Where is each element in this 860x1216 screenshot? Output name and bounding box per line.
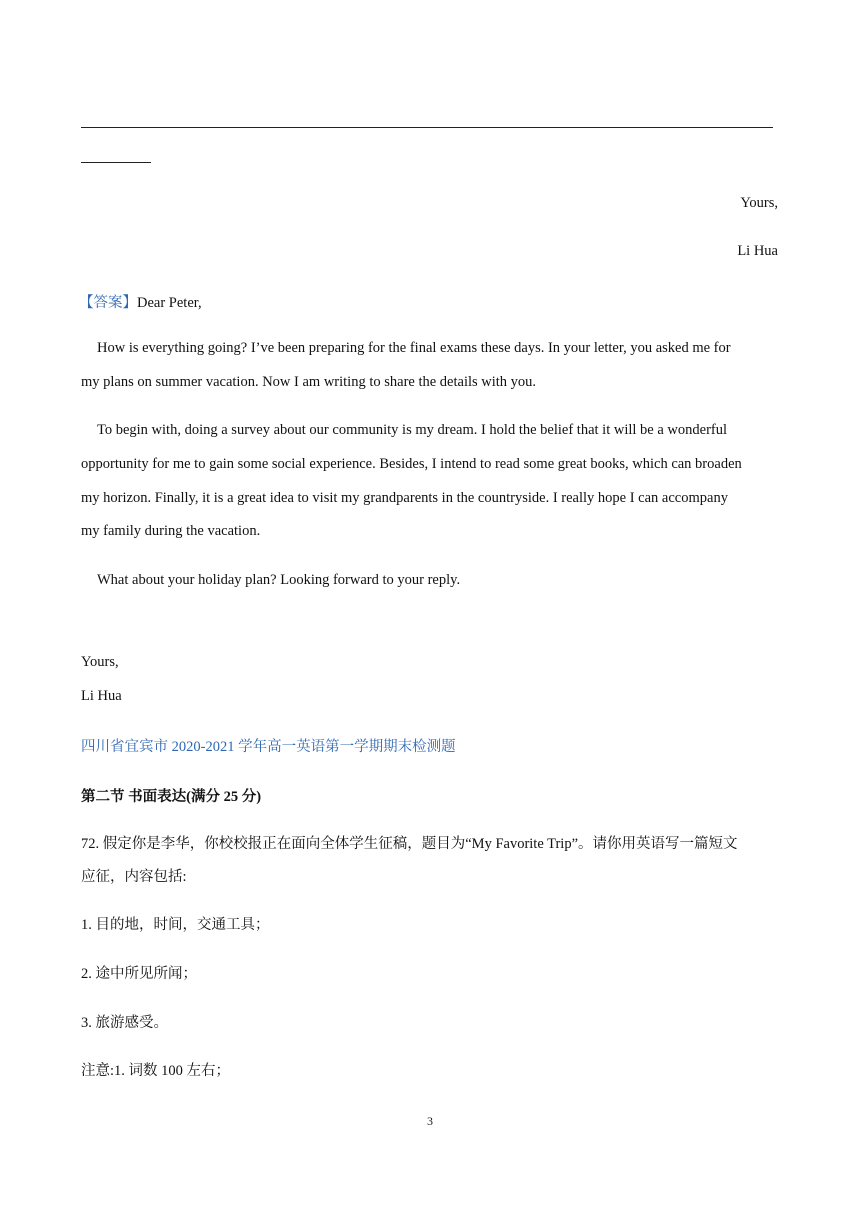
section-heading: 第二节 书面表达(满分 25 分) xyxy=(81,789,262,805)
answer-greeting-line xyxy=(79,291,202,312)
answer-paragraph-2-line-1: To begin with, doing a survey about our community is my dream. I hold the belief that it will be a wonderful xyxy=(97,422,728,438)
answer-paragraph-3: What about your holiday plan? Looking forward to your reply. xyxy=(97,572,461,588)
answer-closing: Yours, xyxy=(81,654,119,670)
answer-tag: 【答案】 xyxy=(79,295,137,311)
closing-top: Yours, xyxy=(740,195,778,211)
question-line-2: 应征，内容包括: xyxy=(81,869,187,885)
answer-signature-name: Li Hua xyxy=(81,688,122,704)
answer-paragraph-1-line-2: my plans on summer vacation. Now I am writing to share the details with you. xyxy=(81,374,537,390)
answer-paragraph-1-line-1: How is everything going? I’ve been preparing for the final exams these days. In your letter, you asked me for xyxy=(97,340,731,356)
question-item-2: 2. 途中所见所闻； xyxy=(81,966,197,982)
answer-paragraph-2-line-2: opportunity for me to gain some social experience. Besides, I intend to read some great books, which can broaden xyxy=(81,456,742,472)
signature-name-top: Li Hua xyxy=(737,243,778,259)
question-item-3: 3. 旅游感受。 xyxy=(81,1015,168,1031)
question-item-1: 1. 目的地，时间，交通工具； xyxy=(81,917,270,933)
answer-paragraph-2-line-3: my horizon. Finally, it is a great idea to visit my grandparents in the countryside. I really hope I can accompany xyxy=(81,490,728,506)
answer-writing-line-short xyxy=(81,162,151,163)
page-number: 3 xyxy=(427,1114,433,1128)
question-note: 注意:1. 词数 100 左右； xyxy=(81,1063,231,1079)
question-line-1: 72. 假定你是李华，你校校报正在面向全体学生征稿，题目为“My Favorite Trip”。请你用英语写一篇短文 xyxy=(81,836,738,852)
answer-greeting: Dear Peter, xyxy=(137,295,202,311)
source-title: 四川省宜宾市 2020-2021 学年高一英语第一学期期末检测题 xyxy=(81,739,456,755)
answer-writing-line xyxy=(81,127,773,128)
answer-paragraph-2-line-4: my family during the vacation. xyxy=(81,523,261,539)
